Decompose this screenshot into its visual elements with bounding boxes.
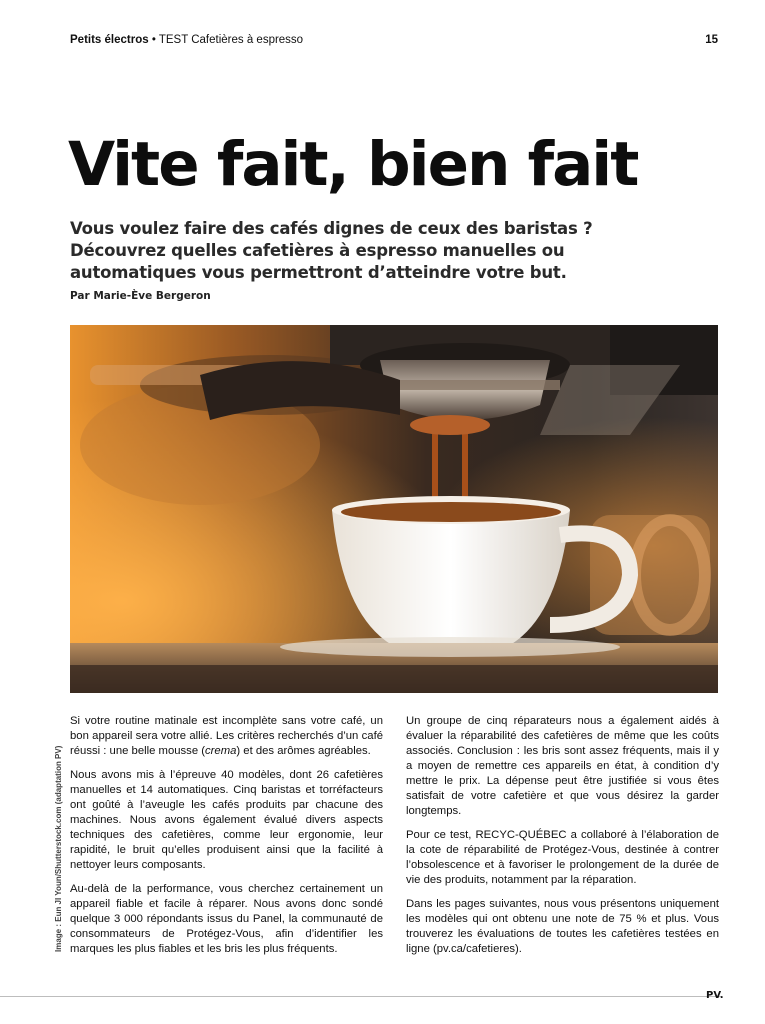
photo-credit: Image : Eun JI Youn/Shutterstock.com (adaptation PV) — [54, 745, 63, 952]
running-header — [70, 34, 720, 50]
footer-divider — [0, 996, 722, 997]
body-paragraph: Dans les pages suivantes, nous vous présentons uniquement les modèles qui ont obtenu une note de 75 % et plus. Vous trouverez les évaluations de toutes les cafetières testées en ligne (pv.ca/cafetieres). — [406, 898, 719, 955]
article-lede: Vous voulez faire des cafés dignes de ceux des baristas ? Découvrez quelles cafetières à espresso manuelles ou automatiques vous permettront d’atteindre votre but. — [70, 219, 593, 282]
topic-label: TEST Cafetières à espresso — [158, 34, 304, 46]
byline: Par Marie-Ève Bergeron — [70, 290, 211, 302]
pv-logo: PV. — [706, 990, 724, 1001]
body-paragraph: Un groupe de cinq réparateurs nous a également aidés à évaluer la réparabilité des cafetières de même que les coûts associés. Conclusion : les bris sont assez fréquents, mais il y a moyen de remettre ces appareils en état, à condition d’y mettre le prix. La dépense peut être justifiée si vous êtes satisfait de votre cafetière et que vous désirez la garder longtemps. — [406, 715, 719, 817]
article-title: Vite fait, bien fait — [68, 129, 638, 200]
body-paragraph: Au-delà de la performance, vous cherchez certainement un appareil fiable et facile à réparer. Nous avons donc sondé quelque 3 000 répondants issus du Panel, la communauté de consommateurs de Protégez-Vous, afin d’identifier les marques les plus fiables et les bris les plus fréquents. — [70, 883, 383, 955]
header-separator: • — [148, 34, 159, 46]
body-column-left — [70, 714, 383, 966]
text-run: ) et des arômes agréables. — [236, 745, 371, 757]
body-paragraph: Pour ce test, RECYC-QUÉBEC a collaboré à l’élaboration de la cote de réparabilité de Protégez-Vous, destinée à contrer l’obsolescence et à favoriser le prolongement de la durée de vie des produits, notamment par la réparation. — [406, 829, 719, 886]
text-run: Si votre routine matinale est incomplète sans votre café, un bon appareil sera votre allié. Les critères recherchés d’un café réussi : une belle mousse ( — [70, 715, 383, 757]
espresso-photo — [70, 325, 718, 693]
body-paragraph: Nous avons mis à l’épreuve 40 modèles, dont 26 cafetières manuelles et 14 automatiques. Cinq baristas et torréfacteurs ont goûté à l’aveugle les cafés produits par chacune des machines. Nous avons également évalué divers aspects techniques des cafetières, comme leur ergonomie, leur rapidité, le bruit qu’elles produisent ainsi que la facilité à nettoyer leurs composants. — [70, 769, 383, 871]
body-paragraph — [70, 714, 383, 759]
crema-emphasis: crema — [205, 745, 237, 757]
section-label: Petits électros — [70, 34, 149, 46]
body-column-right — [406, 714, 719, 966]
page-number: 15 — [705, 34, 718, 46]
